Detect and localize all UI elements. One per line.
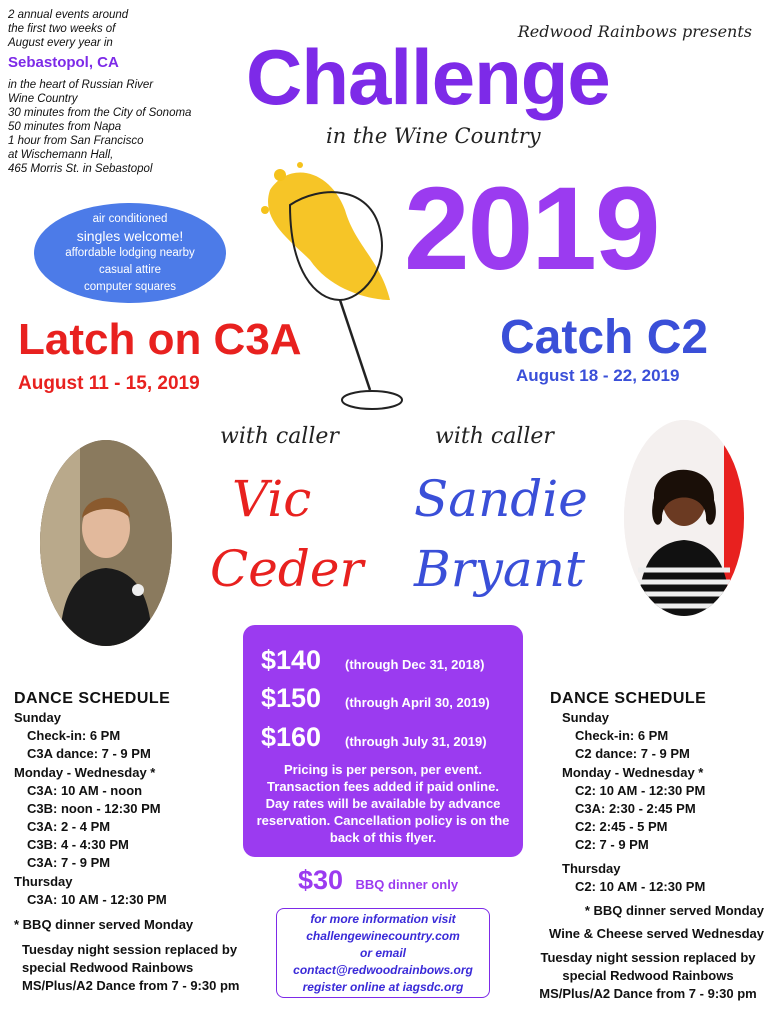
schedule-item: C2: 10 AM - 12:30 PM — [575, 783, 706, 798]
price-amount: $160 — [261, 722, 322, 752]
schedule-day: Sunday — [14, 710, 61, 725]
intro-detail: 50 minutes from Napa — [8, 121, 122, 133]
schedule-item: C3B: noon - 12:30 PM — [27, 801, 161, 816]
intro-detail: 465 Morris St. in Sebastopol — [8, 163, 153, 175]
pricing-terms: Pricing is per person, per event. Transaction fees added if paid online. Day rates will be available by advance reservation. Cancellation policy is on the back of this flyer. — [256, 762, 510, 845]
schedule-day: Thursday — [14, 874, 73, 889]
bbq-note: BBQ dinner only — [355, 877, 459, 892]
schedule-item: C3A dance: 7 - 9 PM — [27, 746, 151, 761]
event-right-dates: August 18 - 22, 2019 — [516, 366, 680, 385]
feature-item: singles welcome! — [76, 227, 184, 244]
schedule-right — [532, 690, 764, 1003]
with-caller-left: with caller — [220, 424, 339, 449]
website-link[interactable]: challengewinecountry.com — [306, 928, 460, 943]
schedule-item: C2: 10 AM - 12:30 PM — [575, 879, 706, 894]
caller-right-photo — [624, 420, 744, 616]
feature-item: casual attire — [98, 263, 161, 276]
event-year: 2019 — [404, 163, 659, 295]
register-link[interactable]: register online at iagsdc.org — [302, 979, 464, 994]
schedule-heading: DANCE SCHEDULE — [14, 690, 171, 707]
feature-item: computer squares — [83, 280, 177, 293]
intro-line: 2 annual events around — [8, 9, 129, 21]
info-line: for more information visit — [310, 911, 456, 926]
schedule-item: C2: 7 - 9 PM — [575, 837, 649, 852]
schedule-note: Tuesday night session replaced by special Redwood Rainbows MS/Plus/A2 Dance from 7 - 9:30 pm — [539, 950, 757, 1001]
schedule-item: C3A: 10 AM - 12:30 PM — [27, 892, 167, 907]
price-deadline: (through July 31, 2019) — [345, 734, 487, 749]
price-row — [261, 683, 490, 714]
schedule-note: * BBQ dinner served Monday — [584, 903, 764, 918]
email-link[interactable]: contact@redwoodrainbows.org — [293, 962, 473, 977]
schedule-note: Wine & Cheese served Wednesday — [549, 926, 764, 941]
page-title: Challenge — [246, 33, 610, 121]
schedule-item: C3A: 7 - 9 PM — [27, 855, 111, 870]
features-bubble — [34, 203, 226, 303]
feature-item: affordable lodging nearby — [65, 246, 195, 259]
price-amount: $150 — [261, 683, 322, 713]
schedule-item: C3B: 4 - 4:30 PM — [27, 837, 129, 852]
contact-box — [276, 908, 490, 998]
schedule-note: * BBQ dinner served Monday — [14, 917, 194, 932]
schedule-left — [14, 690, 244, 995]
intro-detail: at Wischemann Hall, — [8, 149, 114, 161]
intro-detail: in the heart of Russian River — [8, 79, 154, 91]
intro-line: August every year in — [8, 37, 113, 49]
price-deadline: (through Dec 31, 2018) — [345, 657, 485, 672]
price-amount: $140 — [261, 645, 322, 675]
schedule-heading: DANCE SCHEDULE — [550, 690, 707, 707]
event-left-dates: August 11 - 15, 2019 — [18, 373, 200, 394]
event-left-name: Latch on C3A — [18, 315, 302, 364]
caller-left-last: Ceder — [210, 540, 364, 598]
presenter-line: Redwood Rainbows presents — [517, 22, 752, 41]
schedule-day: Monday - Wednesday * — [562, 765, 704, 780]
page-subtitle: in the Wine Country — [326, 124, 541, 148]
caller-right-last: Bryant — [414, 540, 585, 598]
intro-text — [8, 8, 248, 176]
info-or: or email — [359, 945, 407, 960]
caller-left-photo — [40, 440, 172, 646]
intro-town: Sebastopol, CA — [8, 54, 119, 71]
caller-left-first: Vic — [232, 470, 312, 528]
intro-detail: 30 minutes from the City of Sonoma — [8, 107, 192, 119]
schedule-item: C2 dance: 7 - 9 PM — [575, 746, 690, 761]
schedule-item: Check-in: 6 PM — [575, 728, 669, 743]
event-right-name: Catch C2 — [500, 311, 709, 364]
pricing-panel — [243, 625, 523, 857]
caller-right-first: Sandie — [414, 470, 588, 528]
schedule-day: Monday - Wednesday * — [14, 765, 156, 780]
intro-line: the first two weeks of — [8, 23, 116, 35]
schedule-item: C3A: 2:30 - 2:45 PM — [575, 801, 696, 816]
schedule-item: C3A: 2 - 4 PM — [27, 819, 111, 834]
schedule-day: Thursday — [562, 861, 621, 876]
bbq-price — [298, 865, 458, 896]
bbq-amount: $30 — [298, 865, 344, 895]
schedule-day: Sunday — [562, 710, 609, 725]
price-row — [261, 722, 487, 753]
price-deadline: (through April 30, 2019) — [345, 695, 490, 710]
schedule-item: Check-in: 6 PM — [27, 728, 121, 743]
intro-detail: Wine Country — [8, 93, 78, 105]
feature-item: air conditioned — [92, 212, 168, 225]
schedule-item: C3A: 10 AM - noon — [27, 783, 143, 798]
intro-detail: 1 hour from San Francisco — [8, 135, 144, 147]
schedule-note: Tuesday night session replaced by special Redwood Rainbows MS/Plus/A2 Dance from 7 - 9:30 pm — [22, 942, 240, 993]
schedule-item: C2: 2:45 - 5 PM — [575, 819, 668, 834]
with-caller-right: with caller — [435, 424, 554, 449]
price-row — [261, 645, 484, 676]
